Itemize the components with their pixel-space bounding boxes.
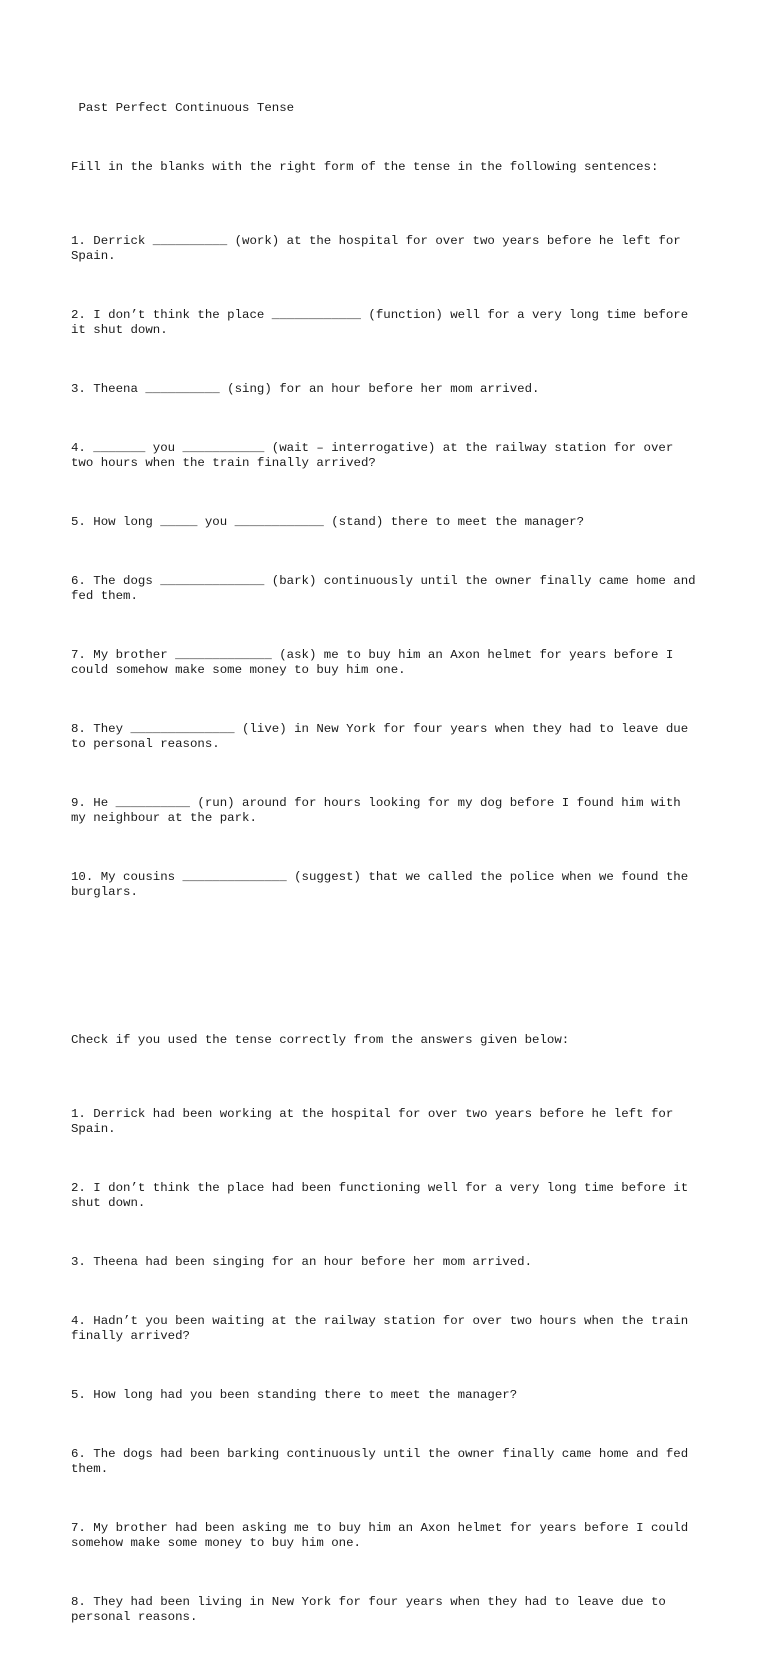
question-item: 6. The dogs ______________ (bark) continuously until the owner finally came home and fed them.	[71, 574, 704, 603]
question-item: 9. He __________ (run) around for hours looking for my dog before I found him with my neighbour at the park.	[71, 796, 689, 825]
answer-item: 5. How long had you been standing there to meet the manager?	[71, 1388, 518, 1402]
question-item: 7. My brother _____________ (ask) me to buy him an Axon helmet for years before I could somehow make some money to buy him one.	[71, 648, 681, 677]
answer-item: 7. My brother had been asking me to buy him an Axon helmet for years before I could somehow make some money to buy him one.	[71, 1521, 696, 1550]
answer-item: 3. Theena had been singing for an hour before her mom arrived.	[71, 1255, 533, 1269]
instructions: Fill in the blanks with the right form of the tense in the following sentences:	[71, 160, 659, 174]
question-item: 1. Derrick __________ (work) at the hospital for over two years before he left for Spain.	[71, 234, 689, 263]
answers-heading: Check if you used the tense correctly from the answers given below:	[71, 1033, 570, 1047]
question-item: 10. My cousins ______________ (suggest) that we called the police when we found the burglars.	[71, 870, 696, 899]
question-item: 4. _______ you ___________ (wait – interrogative) at the railway station for over two hours when the train finally arrived?	[71, 441, 681, 470]
answer-item: 8. They had been living in New York for four years when they had to leave due to personal reasons.	[71, 1595, 674, 1624]
question-item: 3. Theena __________ (sing) for an hour before her mom arrived.	[71, 382, 540, 396]
question-item: 2. I don’t think the place ____________ (function) well for a very long time before it shut down.	[71, 308, 696, 337]
answer-item: 2. I don’t think the place had been functioning well for a very long time before it shut down.	[71, 1181, 696, 1210]
question-item: 8. They ______________ (live) in New York for four years when they had to leave due to personal reasons.	[71, 722, 696, 751]
answer-item: 4. Hadn’t you been waiting at the railway station for over two hours when the train finally arrived?	[71, 1314, 696, 1343]
document-title: Past Perfect Continuous Tense	[71, 101, 295, 115]
answer-item: 6. The dogs had been barking continuously until the owner finally came home and fed them.	[71, 1447, 696, 1476]
question-item: 5. How long _____ you ____________ (stand) there to meet the manager?	[71, 515, 585, 529]
section-spacer	[71, 959, 701, 988]
document-page	[71, 71, 704, 1654]
answer-item: 1. Derrick had been working at the hospital for over two years before he left for Spain.	[71, 1107, 681, 1136]
